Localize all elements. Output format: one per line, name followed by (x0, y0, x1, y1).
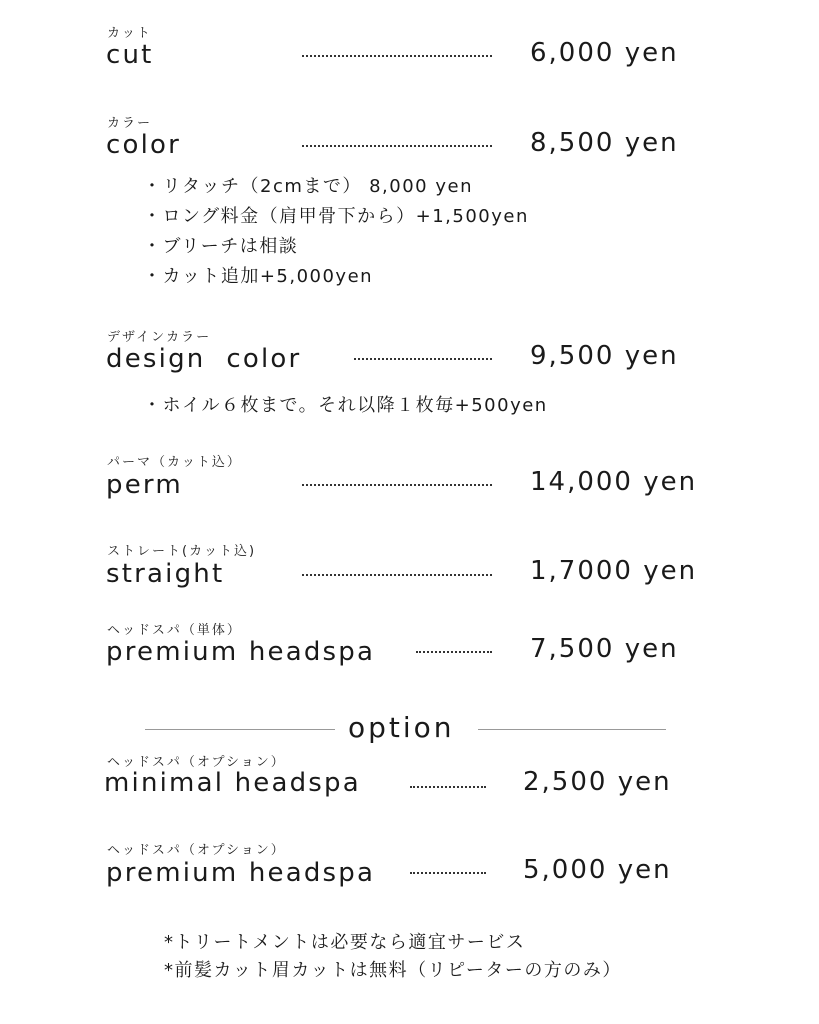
premium-headspa-option-leader-dots (410, 872, 486, 874)
option-rule-right (478, 729, 666, 730)
straight-leader-dots (302, 574, 492, 576)
headspa-name: premium headspa (106, 637, 376, 667)
cut-leader-dots (302, 55, 492, 57)
headspa-price: 7,500 yen (530, 634, 679, 664)
straight-name: straight (106, 559, 225, 589)
design-color-price: 9,500 yen (530, 341, 679, 371)
color-note-retouch: ・リタッチ（2cmまで） 8,000 yen (143, 176, 473, 197)
color-note-long: ・ロング料金（肩甲骨下から）+1,500yen (143, 206, 529, 227)
headspa-kana: ヘッドスパ（単体） (107, 623, 242, 638)
design-color-kana: デザインカラー (107, 330, 212, 345)
straight-kana: ストレート(カット込) (107, 544, 257, 559)
premium-headspa-option-kana: ヘッドスパ（オプション） (107, 843, 286, 858)
footnote-bangs-cut: *前髪カット眉カットは無料（リピーターの方のみ） (164, 960, 622, 981)
premium-headspa-option-price: 5,000 yen (523, 855, 672, 885)
footnote-treatment: *トリートメントは必要なら適宜サービス (164, 932, 526, 953)
color-price: 8,500 yen (530, 128, 679, 158)
design-color-leader-dots (354, 358, 492, 360)
cut-price: 6,000 yen (530, 38, 679, 68)
color-kana: カラー (107, 116, 153, 131)
perm-price: 14,000 yen (530, 467, 698, 497)
headspa-leader-dots (416, 651, 492, 653)
color-note-bleach: ・ブリーチは相談 (143, 236, 299, 257)
perm-name: perm (106, 470, 183, 500)
perm-leader-dots (302, 484, 492, 486)
design-color-name: design color (106, 344, 302, 374)
minimal-headspa-name: minimal headspa (104, 768, 361, 798)
color-note-cut-add: ・カット追加+5,000yen (143, 266, 374, 287)
minimal-headspa-price: 2,500 yen (523, 767, 672, 797)
premium-headspa-option-name: premium headspa (106, 858, 376, 888)
perm-kana: パーマ（カット込） (107, 455, 242, 470)
color-name: color (106, 130, 182, 160)
minimal-headspa-leader-dots (410, 786, 486, 788)
straight-price: 1,7000 yen (530, 556, 698, 586)
option-title: option (348, 711, 455, 744)
minimal-headspa-kana: ヘッドスパ（オプション） (107, 755, 286, 770)
option-rule-left (145, 729, 335, 730)
cut-kana: カット (107, 26, 152, 41)
color-leader-dots (302, 145, 492, 147)
design-color-note-foil: ・ホイル６枚まで。それ以降１枚毎+500yen (143, 395, 548, 416)
cut-name: cut (106, 40, 154, 70)
